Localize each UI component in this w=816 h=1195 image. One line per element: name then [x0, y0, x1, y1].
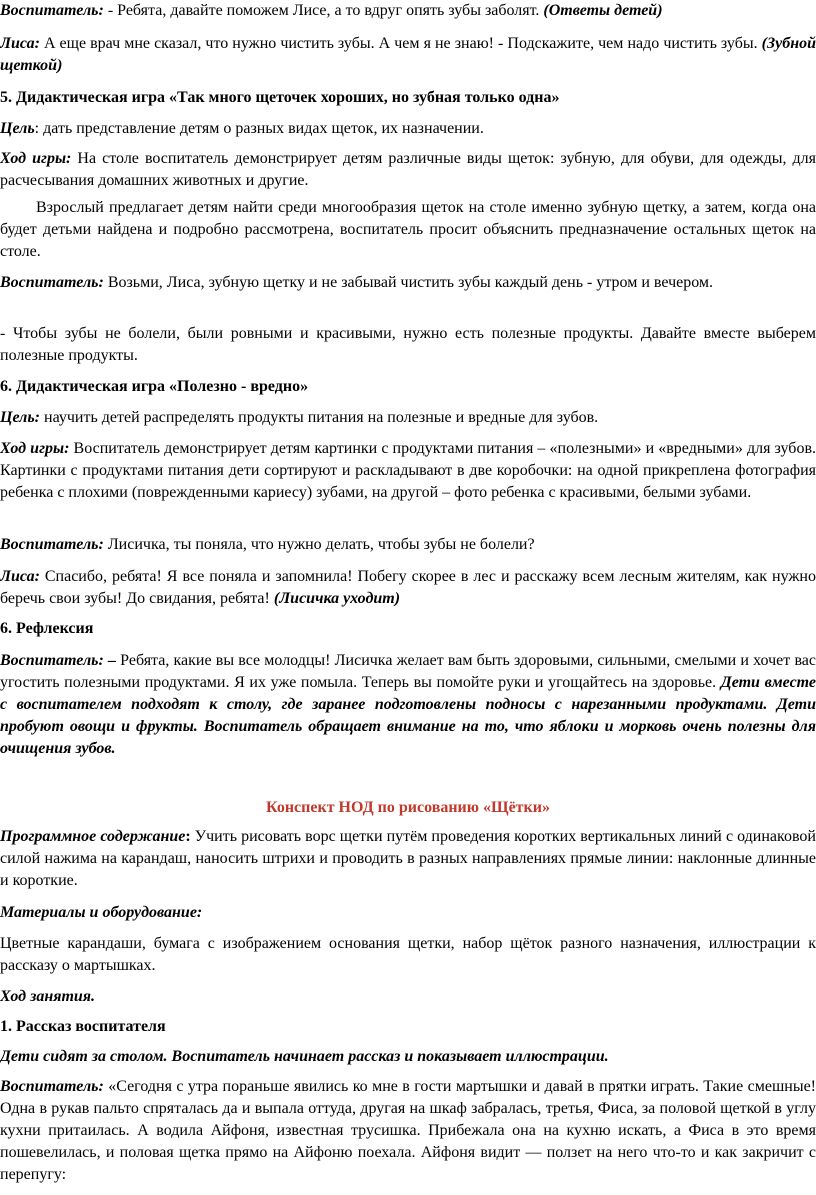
dialogue-fox-1	[0, 33, 816, 77]
goal-text: : дать представление детям о разных видах щеток, их назначении.	[34, 120, 484, 137]
goal-label: Цель:	[0, 409, 40, 426]
speaker-label: Воспитатель:	[0, 1078, 104, 1095]
materials-heading: Материалы и оборудование:	[0, 904, 203, 921]
dialogue-text: - Ребята, давайте поможем Лисе, а то вдруг опять зубы заболят.	[103, 2, 544, 19]
dialogue-text: Ребята, какие вы все молодцы! Лисичка желает вам быть здоровыми, сильными, смелыми и хочет вас угостить полезными продуктами. Я их уже помыла. Теперь вы помойте руки и угощайтесь на здоровье.	[0, 652, 816, 691]
program-colon: :	[185, 828, 191, 845]
goal-paragraph-2	[0, 407, 816, 429]
lesson-progress-heading: Ход занятия.	[0, 988, 96, 1005]
speaker-label: Воспитатель:	[0, 536, 104, 553]
body-paragraph-products: - Чтобы зубы не болели, были ровными и красивыми, нужно есть полезные продукты. Давайте вместе выберем полезные продукты.	[0, 325, 816, 364]
speaker-label: Воспитатель: –	[0, 652, 116, 669]
program-label: Программное содержание	[0, 828, 186, 845]
goal-label: Цель	[0, 120, 35, 137]
game-description-1	[0, 148, 816, 192]
stage-direction: Дети сидят за столом. Воспитатель начинает рассказ и показывает иллюстрации.	[0, 1048, 609, 1065]
section-heading-6: 6. Дидактическая игра «Полезно - вредно»	[0, 378, 309, 395]
dialogue-text: А еще врач мне сказал, что нужно чистить зубы. А чем я не знаю! - Подскажите, чем надо чистить зубы.	[39, 35, 762, 52]
speaker-label: Лиса:	[0, 568, 40, 585]
speaker-label: Лиса:	[0, 35, 40, 52]
dialogue-teacher-5	[0, 1076, 816, 1186]
program-content	[0, 826, 816, 892]
dialogue-text: Лисичка, ты поняла, что нужно делать, чтобы зубы не болели?	[103, 536, 535, 553]
dialogue-teacher-2	[0, 272, 816, 294]
dialogue-teacher-1	[0, 0, 816, 22]
dialogue-text: Возьми, Лиса, зубную щетку и не забывай чистить зубы каждый день - утром и вечером.	[103, 274, 714, 291]
section-heading-5: 5. Дидактическая игра «Так много щеточек хороших, но зубная только одна»	[0, 89, 560, 106]
dialogue-fox-2	[0, 566, 816, 610]
step-heading-1: 1. Рассказ воспитателя	[0, 1018, 166, 1035]
stage-note: (Зубной щеткой)	[0, 35, 816, 74]
lesson-title: Конспект НОД по рисованию «Щётки»	[266, 799, 550, 816]
speaker-label: Воспитатель:	[0, 2, 104, 19]
program-text: Учить рисовать ворс щетки путём проведения коротких вертикальных линий с одинаковой силой нажима на карандаш, наносить штрихи и проводить в разных направлениях прямые линии: наклонные длинные и короткие.	[0, 828, 816, 889]
game-label: Ход игры:	[0, 150, 72, 167]
body-paragraph-adult: Взрослый предлагает детям найти среди многообразия щеток на столе именно зубную щетку, а затем, когда она будет детьми найдена и подробно рассмотрена, воспитатель просит объяснить предназначение остальных щеток на столе.	[0, 199, 816, 260]
section-heading-reflection: 6. Рефлексия	[0, 620, 94, 637]
dialogue-teacher-3	[0, 534, 816, 556]
game-text: Воспитатель демонстрирует детям картинки с продуктами питания – «полезными» и «вредными» для зубов. Картинки с продуктами питания дети сортируют и раскладывают в две коробочки: на одной прикреплена фотография ребенка с плохими (поврежденными кариесу) зубами, на другой – фото ребенка с красивыми, белыми зубами.	[0, 440, 816, 501]
dialogue-teacher-4	[0, 650, 816, 760]
goal-paragraph-1	[0, 118, 816, 140]
materials-text: Цветные карандаши, бумага с изображением основания щетки, набор щёток разного назначения, иллюстрации к рассказу о мартышках.	[0, 935, 816, 974]
dialogue-text: Спасибо, ребята! Я все поняла и запомнила! Побегу скорее в лес и расскажу всем лесным жителям, как нужно беречь свои зубы! До свидания, ребята!	[0, 568, 816, 607]
speaker-label: Воспитатель:	[0, 274, 104, 291]
dialogue-text: «Сегодня с утра пораньше явились ко мне в гости мартышки и давай в прятки играть. Такие смешные! Одна в рукав пальто спряталась да и выпала оттуда, другая на шкаф забралась, третья, Фиса, за половой щеткой в углу кухни притаилась. А водила Айфоня, известная трусишка. Прибежала она на кухню искать, а Фиса в это время пошевелилась, и половая щетка прямо на Айфоню поехала. Айфоня видит — ползет на него что-то и как закричит с перепугу:	[0, 1078, 816, 1183]
stage-note: (Ответы детей)	[543, 2, 663, 19]
stage-note: Дети вместе с воспитателем подходят к столу, где заранее подготовлены подносы с нарезанными продуктами. Дети пробуют овощи и фрукты. Воспитатель обращает внимание на то, что яблоки и морковь очень полезны для очищения зубов.	[0, 674, 816, 757]
game-description-2	[0, 438, 816, 504]
game-label: Ход игры:	[0, 440, 70, 457]
goal-text: научить детей распределять продукты питания на полезные и вредные для зубов.	[40, 409, 599, 426]
stage-note: (Лисичка уходит)	[273, 590, 401, 607]
game-text: На столе воспитатель демонстрирует детям различные виды щеток: зубную, для обуви, для одежды, для расчесывания домашних животных и другие.	[0, 150, 816, 189]
